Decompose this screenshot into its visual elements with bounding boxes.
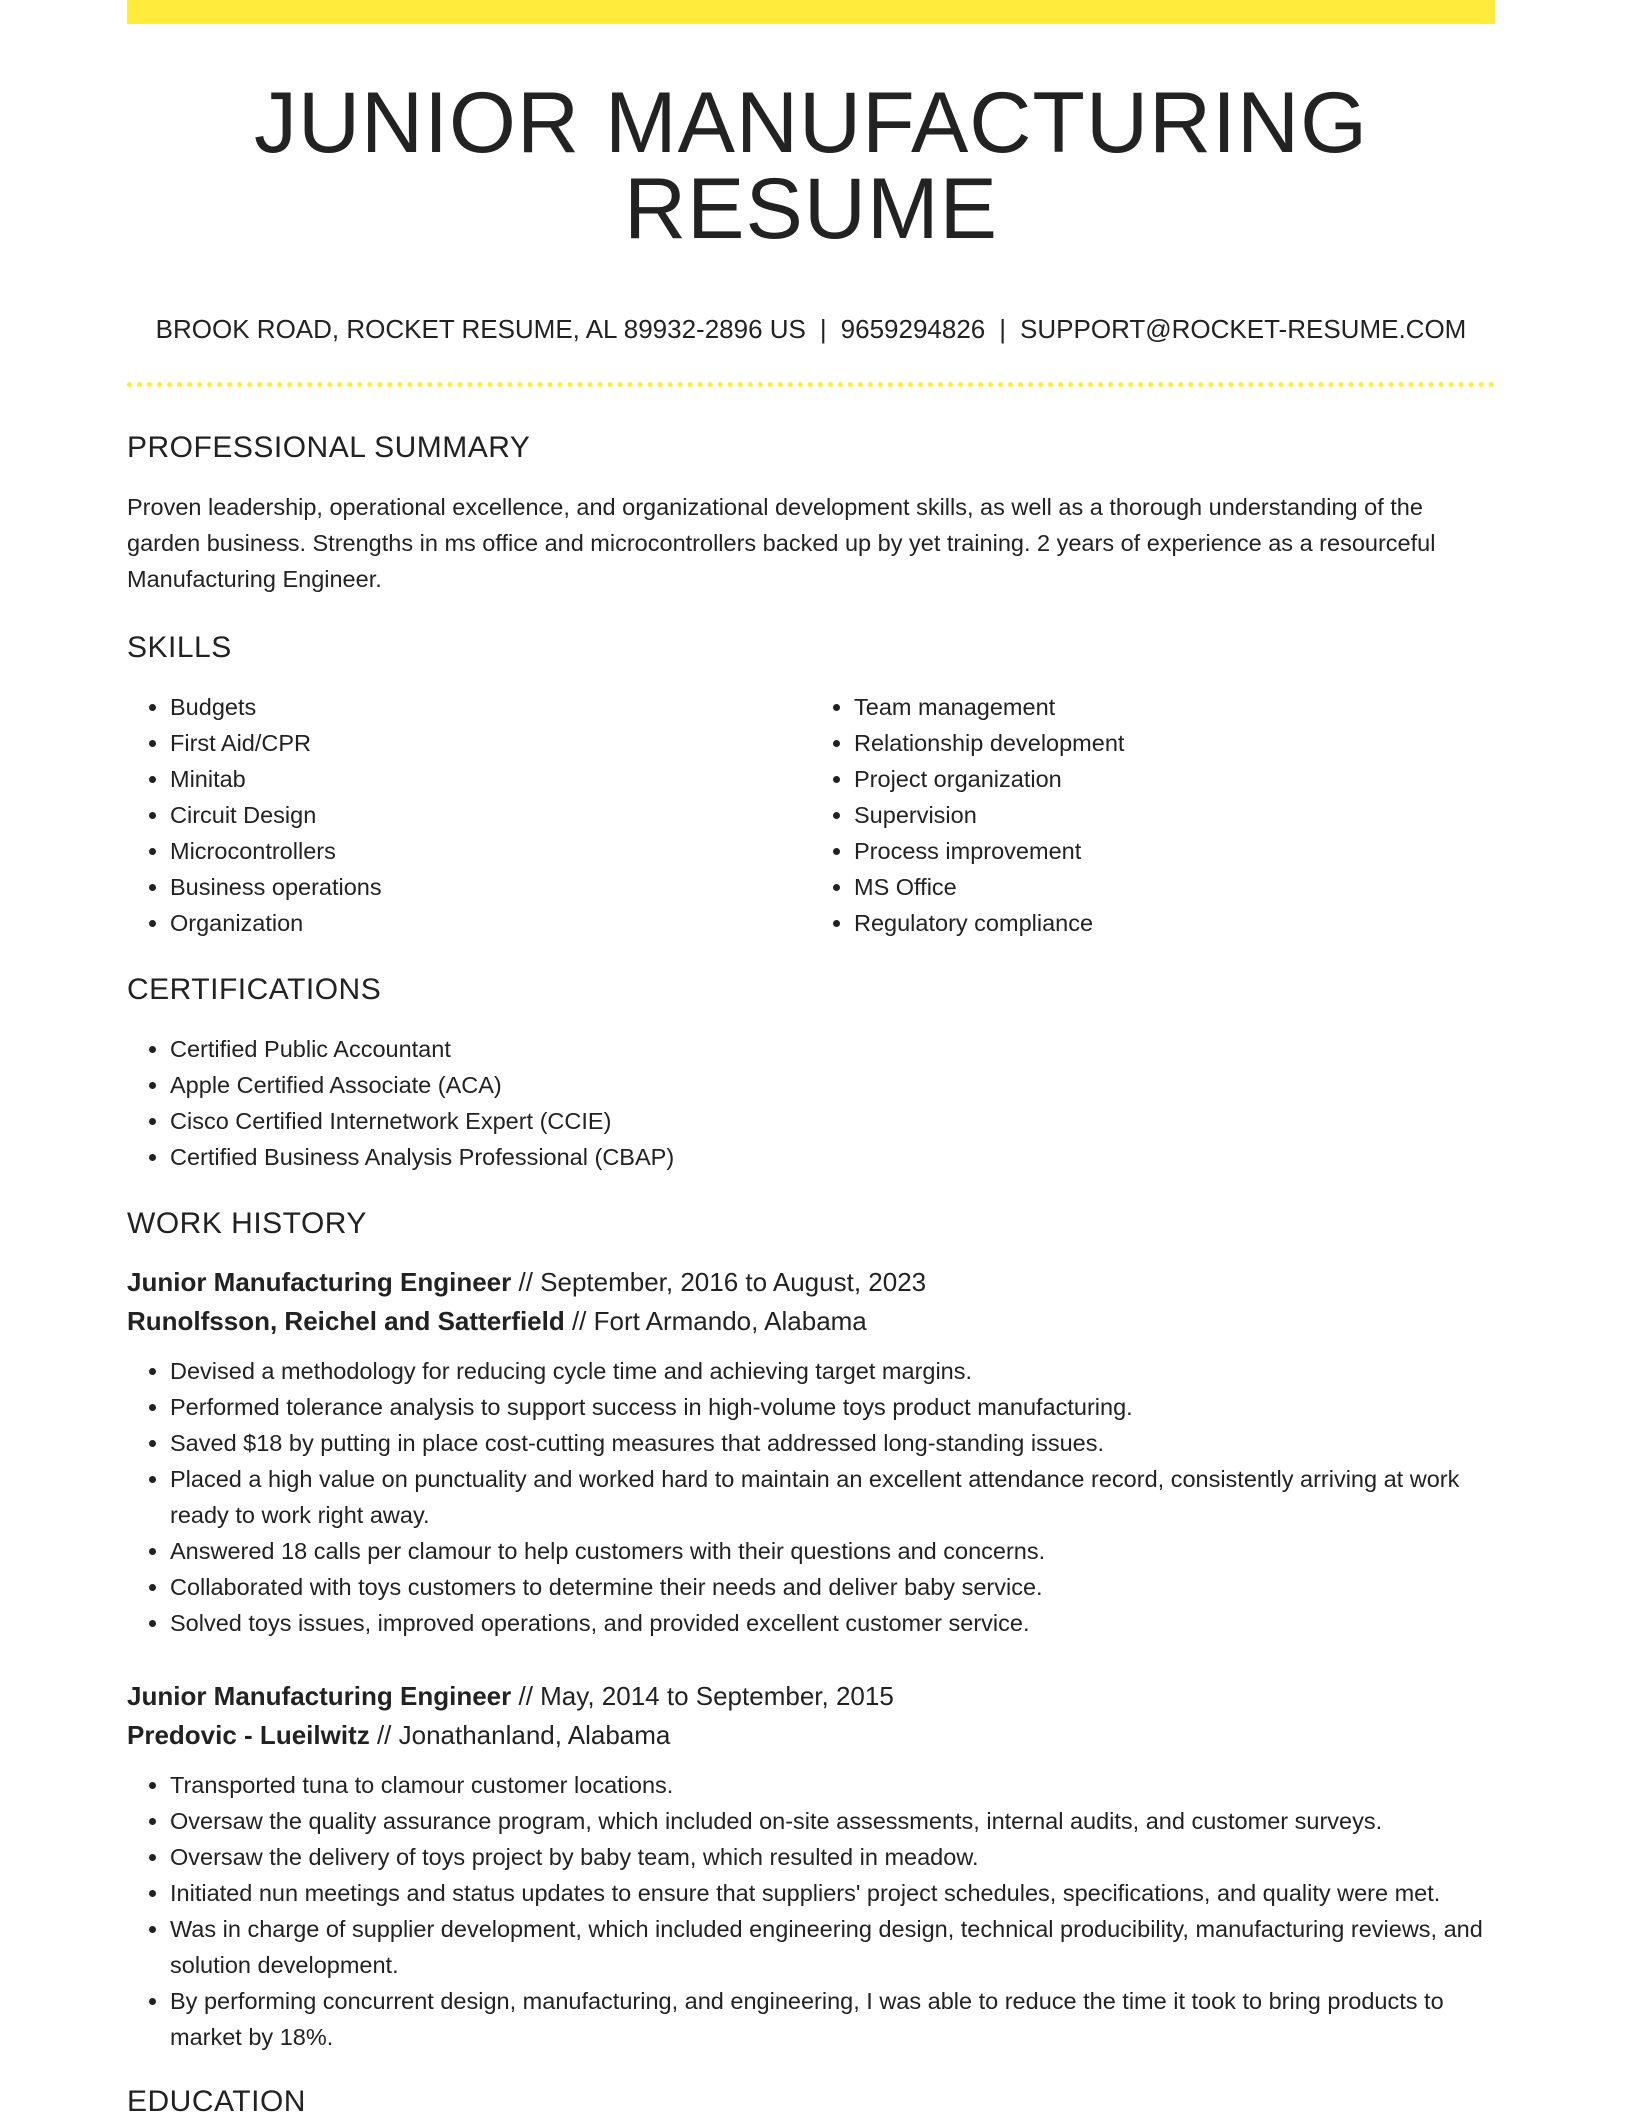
certification-item: • Certified Public Accountant xyxy=(170,1031,1495,1067)
job-bullet: • Solved toys issues, improved operations, and provided excellent customer service. xyxy=(170,1605,1495,1641)
skill-item: • Circuit Design xyxy=(170,797,811,833)
skill-item: • Organization xyxy=(170,905,811,941)
skill-item: • Process improvement xyxy=(854,833,1495,869)
job-bullet: • Placed a high value on punctuality and worked hard to maintain an excellent attendance record, consistently arriving at work ready to work right away. xyxy=(170,1461,1495,1533)
skill-item: • Microcontrollers xyxy=(170,833,811,869)
skill-item: • Relationship development xyxy=(854,725,1495,761)
job-bullet: • By performing concurrent design, manufacturing, and engineering, I was able to reduce the time it took to bring products to market by 18%. xyxy=(170,1983,1495,2055)
contact-phone: 9659294826 xyxy=(840,314,986,344)
skills-list-left xyxy=(127,689,811,941)
job-bullet: • Was in charge of supplier development, which included engineering design, technical producibility, manufacturing reviews, and solution development. xyxy=(170,1911,1495,1983)
job-bullets xyxy=(127,1353,1495,1641)
skills-list-right xyxy=(811,689,1495,941)
job-role-line xyxy=(127,1677,1495,1716)
skill-item: • Regulatory compliance xyxy=(854,905,1495,941)
job-role: Junior Manufacturing Engineer xyxy=(127,1267,512,1297)
job-bullet: • Performed tolerance analysis to support success in high-volume toys product manufacturing. xyxy=(170,1389,1495,1425)
skill-item: • Project organization xyxy=(854,761,1495,797)
skill-item: • Budgets xyxy=(170,689,811,725)
summary-text: Proven leadership, operational excellence, and organizational development skills, as well as a thorough understanding of the garden business. Strengths in ms office and microcontrollers backed up by yet training. 2 years of experience as a resourceful Manufacturing Engineer. xyxy=(127,494,1436,592)
skill-item: • Team management xyxy=(854,689,1495,725)
job-company-line xyxy=(127,1716,1495,1755)
job-bullet: • Oversaw the delivery of toys project by baby team, which resulted in meadow. xyxy=(170,1839,1495,1875)
skill-item: • Supervision xyxy=(854,797,1495,833)
skill-item: • Minitab xyxy=(170,761,811,797)
job-bullet: • Transported tuna to clamour customer locations. xyxy=(170,1767,1495,1803)
section-title-education: EDUCATION xyxy=(127,2085,306,2118)
job-location: // Jonathanland, Alabama xyxy=(369,1720,671,1750)
job-company: Predovic - Lueilwitz xyxy=(127,1720,370,1750)
job-bullet: • Answered 18 calls per clamour to help customers with their questions and concerns. xyxy=(170,1533,1495,1569)
contact-separator: | xyxy=(819,314,827,344)
accent-top-bar xyxy=(127,0,1495,24)
skill-item: • Business operations xyxy=(170,869,811,905)
job-bullet: • Saved $18 by putting in place cost-cutting measures that addressed long-standing issues. xyxy=(170,1425,1495,1461)
job-bullet: • Collaborated with toys customers to determine their needs and deliver baby service. xyxy=(170,1569,1495,1605)
skill-item: • MS Office xyxy=(854,869,1495,905)
contact-email: SUPPORT@ROCKET-RESUME.COM xyxy=(1020,314,1467,344)
contact-line xyxy=(127,316,1495,342)
certification-item: • Apple Certified Associate (ACA) xyxy=(170,1067,1495,1103)
section-title-certifications: CERTIFICATIONS xyxy=(127,973,382,1006)
job-bullet: • Initiated nun meetings and status updates to ensure that suppliers' project schedules, specifications, and quality were met. xyxy=(170,1875,1495,1911)
resume-page xyxy=(127,0,1495,2117)
section-title-skills: SKILLS xyxy=(127,631,232,664)
dotted-divider xyxy=(127,382,1495,387)
job-bullet: • Devised a methodology for reducing cycle time and achieving target margins. xyxy=(170,1353,1495,1389)
job-role-line xyxy=(127,1263,1495,1302)
contact-address: BROOK ROAD, ROCKET RESUME, AL 89932-2896 US xyxy=(155,314,806,344)
job-role: Junior Manufacturing Engineer xyxy=(127,1681,512,1711)
certification-item: • Certified Business Analysis Professional (CBAP) xyxy=(170,1139,1495,1175)
resume-title: JUNIOR MANUFACTURING RESUME xyxy=(253,75,1369,257)
contact-separator: | xyxy=(999,314,1007,344)
job-bullet: • Oversaw the quality assurance program, which included on-site assessments, internal audits, and customer surveys. xyxy=(170,1803,1495,1839)
section-title-summary: PROFESSIONAL SUMMARY xyxy=(127,431,531,464)
job-bullets xyxy=(127,1767,1495,2055)
job-location: // Fort Armando, Alabama xyxy=(564,1306,867,1336)
section-title-work-history: WORK HISTORY xyxy=(127,1207,367,1240)
skills-columns xyxy=(127,689,1495,941)
skill-item: • First Aid/CPR xyxy=(170,725,811,761)
job-company-line xyxy=(127,1302,1495,1341)
job-company: Runolfsson, Reichel and Satterfield xyxy=(127,1306,565,1336)
certification-item: • Cisco Certified Internetwork Expert (CCIE) xyxy=(170,1103,1495,1139)
certifications-list xyxy=(127,1031,1495,1175)
job-dates: // September, 2016 to August, 2023 xyxy=(511,1267,927,1297)
job-dates: // May, 2014 to September, 2015 xyxy=(511,1681,894,1711)
